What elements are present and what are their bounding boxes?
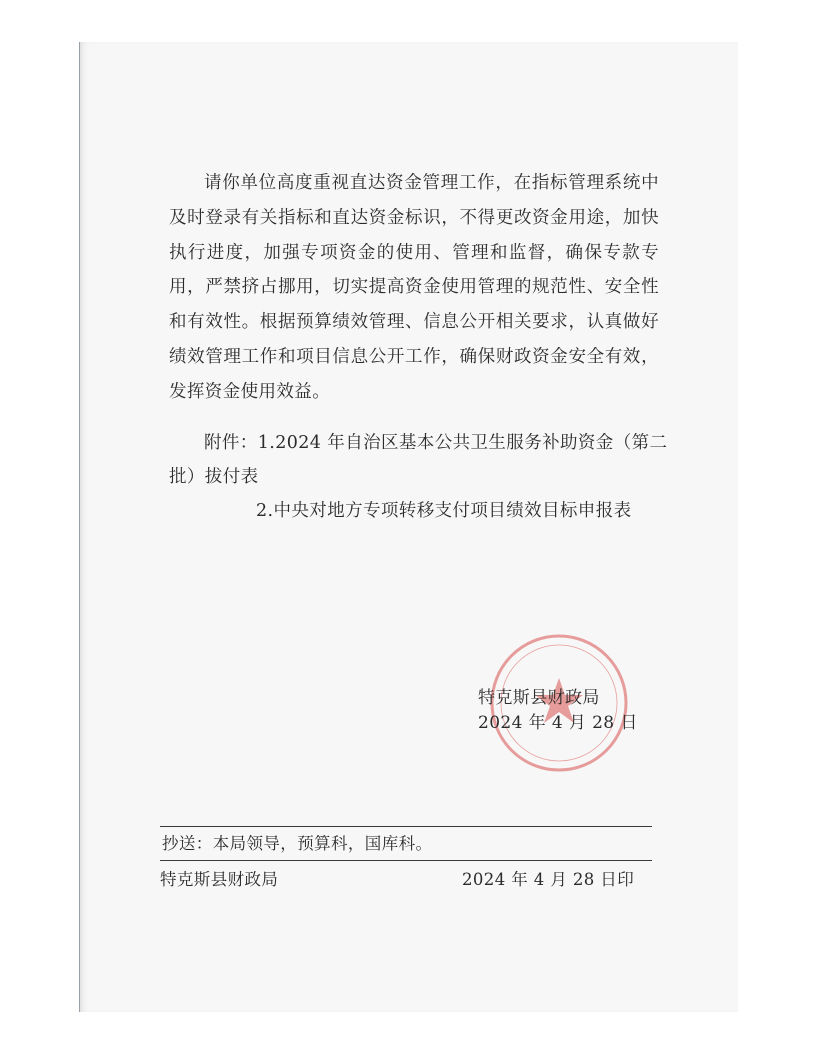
footer-rule-top xyxy=(160,826,652,827)
attachment-line-1-continued: 批）拔付表 xyxy=(169,467,259,487)
signature-date: 2024 年 4 月 28 日 xyxy=(478,713,638,733)
body-paragraph: 请你单位高度重视直达资金管理工作，在指标管理系统中及时登录有关指标和直达资金标识，不得更改资金用途，加快执行进度，加强专项资金的使用、管理和监督，确保专款专用，严禁挤占挪用，切实提高资金使用管理的规范性、安全性和有效性。根据预算绩效管理、信息公开相关要求，认真做好绩效管理工作和项目信息公开工作，确保财政资金安全有效，发挥资金使用效益。 xyxy=(169,173,659,402)
signer-organization: 特克斯县财政局 xyxy=(478,688,600,708)
footer-rule-bottom xyxy=(160,860,652,861)
attachment-line-1: 附件：1.2024 年自治区基本公共卫生服务补助资金（第二 xyxy=(204,433,668,453)
issuer-organization: 特克斯县财政局 xyxy=(160,870,279,889)
attachment-line-2: 2.中央对地方专项转移支付项目绩效目标申报表 xyxy=(256,501,632,521)
print-date: 2024 年 4 月 28 日印 xyxy=(462,870,635,889)
cc-line: 抄送：本局领导，预算科，国库科。 xyxy=(162,834,433,853)
